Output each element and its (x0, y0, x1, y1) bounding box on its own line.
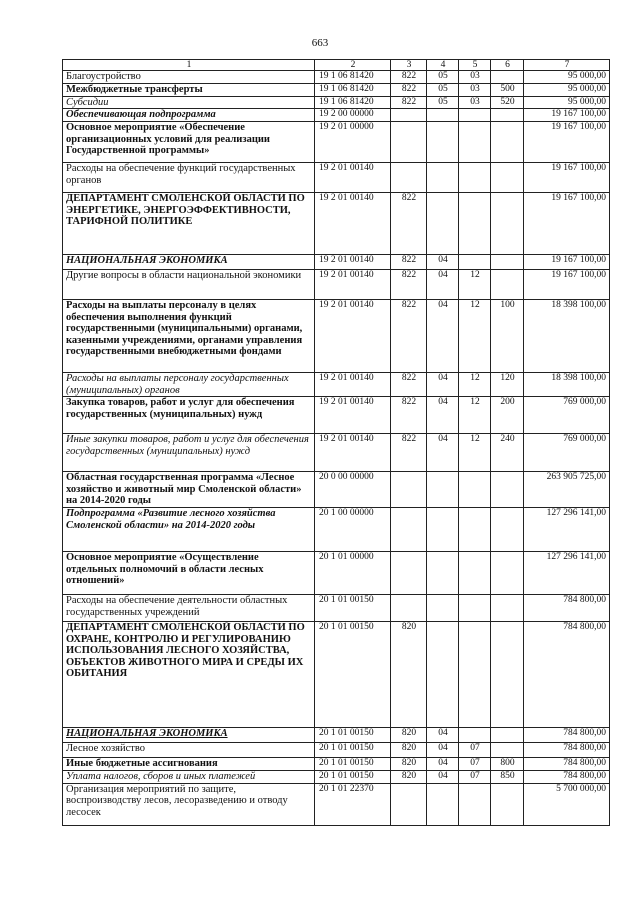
amount-cell: 784 800,00 (524, 771, 610, 784)
subsection-code-cell: 07 (459, 743, 491, 758)
subsection-code-cell (459, 508, 491, 552)
amount-cell: 784 800,00 (524, 595, 610, 622)
target-article-code-cell: 20 1 00 00000 (315, 508, 391, 552)
ministry-code-cell: 820 (391, 758, 427, 771)
table-row (63, 373, 610, 397)
expense-name-cell: Подпрограмма «Развитие лесного хозяйства Смоленской области» на 2014-2020 годы (63, 508, 315, 552)
ministry-code-cell (391, 109, 427, 122)
subsection-code-cell (459, 122, 491, 163)
target-article-code-cell: 19 2 01 00140 (315, 255, 391, 270)
subsection-code-cell (459, 783, 491, 825)
expense-type-code-cell (491, 552, 524, 595)
target-article-code-cell: 19 2 01 00140 (315, 373, 391, 397)
ministry-code-cell (391, 783, 427, 825)
amount-cell: 5 700 000,00 (524, 783, 610, 825)
header-cell: 3 (391, 60, 427, 71)
header-cell: 4 (427, 60, 459, 71)
target-article-code-cell: 20 1 01 00150 (315, 743, 391, 758)
expense-name-cell: ДЕПАРТАМЕНТ СМОЛЕНСКОЙ ОБЛАСТИ ПО ЭНЕРГЕТИКЕ, ЭНЕРГОЭФФЕКТИВНОСТИ, ТАРИФНОЙ ПОЛИТИКЕ (63, 193, 315, 255)
ministry-code-cell: 820 (391, 743, 427, 758)
ministry-code-cell: 822 (391, 193, 427, 255)
section-code-cell: 05 (427, 84, 459, 97)
amount-cell: 19 167 100,00 (524, 163, 610, 193)
table-row (63, 255, 610, 270)
expense-name-cell: Расходы на обеспечение деятельности областных государственных учреждений (63, 595, 315, 622)
expense-type-code-cell (491, 270, 524, 300)
expense-type-code-cell (491, 472, 524, 508)
subsection-code-cell: 03 (459, 84, 491, 97)
ministry-code-cell (391, 552, 427, 595)
section-code-cell (427, 109, 459, 122)
expense-type-code-cell: 850 (491, 771, 524, 784)
ministry-code-cell (391, 122, 427, 163)
expense-type-code-cell: 520 (491, 96, 524, 109)
expense-type-code-cell (491, 783, 524, 825)
table-row (63, 771, 610, 784)
table-row (63, 71, 610, 84)
amount-cell: 263 905 725,00 (524, 472, 610, 508)
target-article-code-cell: 19 1 06 81420 (315, 84, 391, 97)
target-article-code-cell: 20 0 00 00000 (315, 472, 391, 508)
table-row (63, 84, 610, 97)
section-code-cell: 04 (427, 270, 459, 300)
expense-name-cell: Иные бюджетные ассигнования (63, 758, 315, 771)
expense-type-code-cell: 100 (491, 300, 524, 373)
section-code-cell: 04 (427, 397, 459, 434)
table-row (63, 109, 610, 122)
expense-type-code-cell (491, 122, 524, 163)
amount-cell: 95 000,00 (524, 96, 610, 109)
amount-cell: 19 167 100,00 (524, 255, 610, 270)
table-row (63, 397, 610, 434)
table-row (63, 193, 610, 255)
target-article-code-cell: 20 1 01 00150 (315, 758, 391, 771)
expense-type-code-cell (491, 255, 524, 270)
target-article-code-cell: 19 2 01 00140 (315, 163, 391, 193)
expense-name-cell: Уплата налогов, сборов и иных платежей (63, 771, 315, 784)
section-code-cell: 04 (427, 434, 459, 472)
expense-type-code-cell (491, 71, 524, 84)
target-article-code-cell: 20 1 01 00150 (315, 595, 391, 622)
table-row (63, 434, 610, 472)
amount-cell: 784 800,00 (524, 728, 610, 743)
target-article-code-cell: 19 1 06 81420 (315, 71, 391, 84)
ministry-code-cell: 822 (391, 255, 427, 270)
target-article-code-cell: 20 1 01 00150 (315, 728, 391, 743)
header-cell: 7 (524, 60, 610, 71)
amount-cell: 127 296 141,00 (524, 552, 610, 595)
expense-name-cell: Расходы на выплаты персоналу государственных (муниципальных) органов (63, 373, 315, 397)
section-code-cell (427, 552, 459, 595)
subsection-code-cell (459, 255, 491, 270)
expense-name-cell: Организация мероприятий по защите, воспроизводству лесов, лесоразведению и отводу лесосек (63, 783, 315, 825)
target-article-code-cell: 19 2 01 00140 (315, 300, 391, 373)
amount-cell: 19 167 100,00 (524, 193, 610, 255)
expense-name-cell: Благоустройство (63, 71, 315, 84)
header-row (63, 60, 610, 71)
table-row (63, 728, 610, 743)
expense-type-code-cell (491, 728, 524, 743)
ministry-code-cell: 822 (391, 71, 427, 84)
ministry-code-cell: 822 (391, 84, 427, 97)
section-code-cell (427, 508, 459, 552)
subsection-code-cell: 07 (459, 758, 491, 771)
expense-type-code-cell: 800 (491, 758, 524, 771)
section-code-cell: 04 (427, 300, 459, 373)
subsection-code-cell (459, 163, 491, 193)
expense-name-cell: Областная государственная программа «Лесное хозяйство и животный мир Смоленской области» на 2014-2020 годы (63, 472, 315, 508)
subsection-code-cell (459, 193, 491, 255)
expense-type-code-cell (491, 109, 524, 122)
table-row (63, 622, 610, 728)
expense-name-cell: Субсидии (63, 96, 315, 109)
target-article-code-cell: 19 2 01 00140 (315, 193, 391, 255)
table-row (63, 508, 610, 552)
subsection-code-cell: 03 (459, 96, 491, 109)
subsection-code-cell (459, 595, 491, 622)
expense-name-cell: Расходы на выплаты персоналу в целях обеспечения выполнения функций государственными (муниципальными) органами, казенными учреждениями, органами управления государственными внебюджетными фондами (63, 300, 315, 373)
amount-cell: 19 167 100,00 (524, 109, 610, 122)
subsection-code-cell: 12 (459, 434, 491, 472)
expense-name-cell: Основное мероприятие «Обеспечение организационных условий для реализации Государственной программы» (63, 122, 315, 163)
amount-cell: 18 398 100,00 (524, 373, 610, 397)
target-article-code-cell: 19 2 01 00140 (315, 434, 391, 472)
subsection-code-cell (459, 728, 491, 743)
amount-cell: 784 800,00 (524, 758, 610, 771)
section-code-cell: 04 (427, 728, 459, 743)
expense-type-code-cell: 240 (491, 434, 524, 472)
ministry-code-cell (391, 508, 427, 552)
subsection-code-cell: 12 (459, 397, 491, 434)
table-row (63, 122, 610, 163)
amount-cell: 127 296 141,00 (524, 508, 610, 552)
amount-cell: 95 000,00 (524, 71, 610, 84)
amount-cell: 95 000,00 (524, 84, 610, 97)
subsection-code-cell (459, 622, 491, 728)
subsection-code-cell (459, 552, 491, 595)
expense-name-cell: Другие вопросы в области национальной экономики (63, 270, 315, 300)
amount-cell: 784 800,00 (524, 743, 610, 758)
header-cell: 6 (491, 60, 524, 71)
header-cell: 5 (459, 60, 491, 71)
target-article-code-cell: 19 2 01 00140 (315, 397, 391, 434)
expense-name-cell: Основное мероприятие «Осуществление отдельных полномочий в области лесных отношений» (63, 552, 315, 595)
ministry-code-cell: 822 (391, 434, 427, 472)
expense-name-cell: Расходы на обеспечение функций государственных органов (63, 163, 315, 193)
section-code-cell (427, 783, 459, 825)
target-article-code-cell: 20 1 01 00150 (315, 622, 391, 728)
amount-cell: 19 167 100,00 (524, 270, 610, 300)
ministry-code-cell: 822 (391, 96, 427, 109)
section-code-cell (427, 622, 459, 728)
amount-cell: 784 800,00 (524, 622, 610, 728)
subsection-code-cell: 12 (459, 300, 491, 373)
table-row (63, 595, 610, 622)
amount-cell: 19 167 100,00 (524, 122, 610, 163)
expense-name-cell: Иные закупки товаров, работ и услуг для обеспечения государственных (муниципальных) нужд (63, 434, 315, 472)
section-code-cell (427, 122, 459, 163)
ministry-code-cell: 822 (391, 373, 427, 397)
budget-table (62, 59, 610, 826)
amount-cell: 18 398 100,00 (524, 300, 610, 373)
target-article-code-cell: 19 2 01 00000 (315, 122, 391, 163)
subsection-code-cell: 12 (459, 373, 491, 397)
expense-name-cell: ДЕПАРТАМЕНТ СМОЛЕНСКОЙ ОБЛАСТИ ПО ОХРАНЕ, КОНТРОЛЮ И РЕГУЛИРОВАНИЮ ИСПОЛЬЗОВАНИЯ ЛЕСНОГО ХОЗЯЙСТВА, ОБЪЕКТОВ ЖИВОТНОГО МИРА И СРЕДЫ ИХ ОБИТАНИЯ (63, 622, 315, 728)
table-row (63, 96, 610, 109)
target-article-code-cell: 20 1 01 22370 (315, 783, 391, 825)
expense-type-code-cell: 500 (491, 84, 524, 97)
table-row (63, 552, 610, 595)
ministry-code-cell: 822 (391, 300, 427, 373)
section-code-cell (427, 163, 459, 193)
section-code-cell (427, 595, 459, 622)
header-cell: 2 (315, 60, 391, 71)
ministry-code-cell: 820 (391, 622, 427, 728)
expense-name-cell: Закупка товаров, работ и услуг для обеспечения государственных (муниципальных) нужд (63, 397, 315, 434)
ministry-code-cell (391, 595, 427, 622)
section-code-cell: 04 (427, 758, 459, 771)
subsection-code-cell: 12 (459, 270, 491, 300)
table-row (63, 743, 610, 758)
section-code-cell (427, 472, 459, 508)
expense-type-code-cell (491, 163, 524, 193)
amount-cell: 769 000,00 (524, 397, 610, 434)
section-code-cell: 05 (427, 96, 459, 109)
section-code-cell (427, 193, 459, 255)
ministry-code-cell (391, 472, 427, 508)
target-article-code-cell: 19 1 06 81420 (315, 96, 391, 109)
table-row (63, 758, 610, 771)
ministry-code-cell: 820 (391, 728, 427, 743)
ministry-code-cell: 822 (391, 397, 427, 434)
table-row (63, 472, 610, 508)
table-row (63, 270, 610, 300)
ministry-code-cell: 820 (391, 771, 427, 784)
expense-type-code-cell (491, 508, 524, 552)
expense-name-cell: Лесное хозяйство (63, 743, 315, 758)
expense-type-code-cell (491, 743, 524, 758)
ministry-code-cell (391, 163, 427, 193)
header-cell: 1 (63, 60, 315, 71)
expense-type-code-cell (491, 622, 524, 728)
page-number: 663 (311, 37, 329, 49)
expense-name-cell: Обеспечивающая подпрограмма (63, 109, 315, 122)
expense-name-cell: Межбюджетные трансферты (63, 84, 315, 97)
section-code-cell: 04 (427, 771, 459, 784)
expense-type-code-cell: 200 (491, 397, 524, 434)
expense-type-code-cell: 120 (491, 373, 524, 397)
expense-name-cell: НАЦИОНАЛЬНАЯ ЭКОНОМИКА (63, 728, 315, 743)
section-code-cell: 04 (427, 255, 459, 270)
section-code-cell: 04 (427, 373, 459, 397)
expense-type-code-cell (491, 193, 524, 255)
subsection-code-cell: 03 (459, 71, 491, 84)
section-code-cell: 05 (427, 71, 459, 84)
amount-cell: 769 000,00 (524, 434, 610, 472)
section-code-cell: 04 (427, 743, 459, 758)
target-article-code-cell: 19 2 00 00000 (315, 109, 391, 122)
subsection-code-cell (459, 472, 491, 508)
table-row (63, 163, 610, 193)
table-row (63, 783, 610, 825)
target-article-code-cell: 19 2 01 00140 (315, 270, 391, 300)
expense-type-code-cell (491, 595, 524, 622)
subsection-code-cell (459, 109, 491, 122)
subsection-code-cell: 07 (459, 771, 491, 784)
target-article-code-cell: 20 1 01 00000 (315, 552, 391, 595)
expense-name-cell: НАЦИОНАЛЬНАЯ ЭКОНОМИКА (63, 255, 315, 270)
table-row (63, 300, 610, 373)
target-article-code-cell: 20 1 01 00150 (315, 771, 391, 784)
ministry-code-cell: 822 (391, 270, 427, 300)
